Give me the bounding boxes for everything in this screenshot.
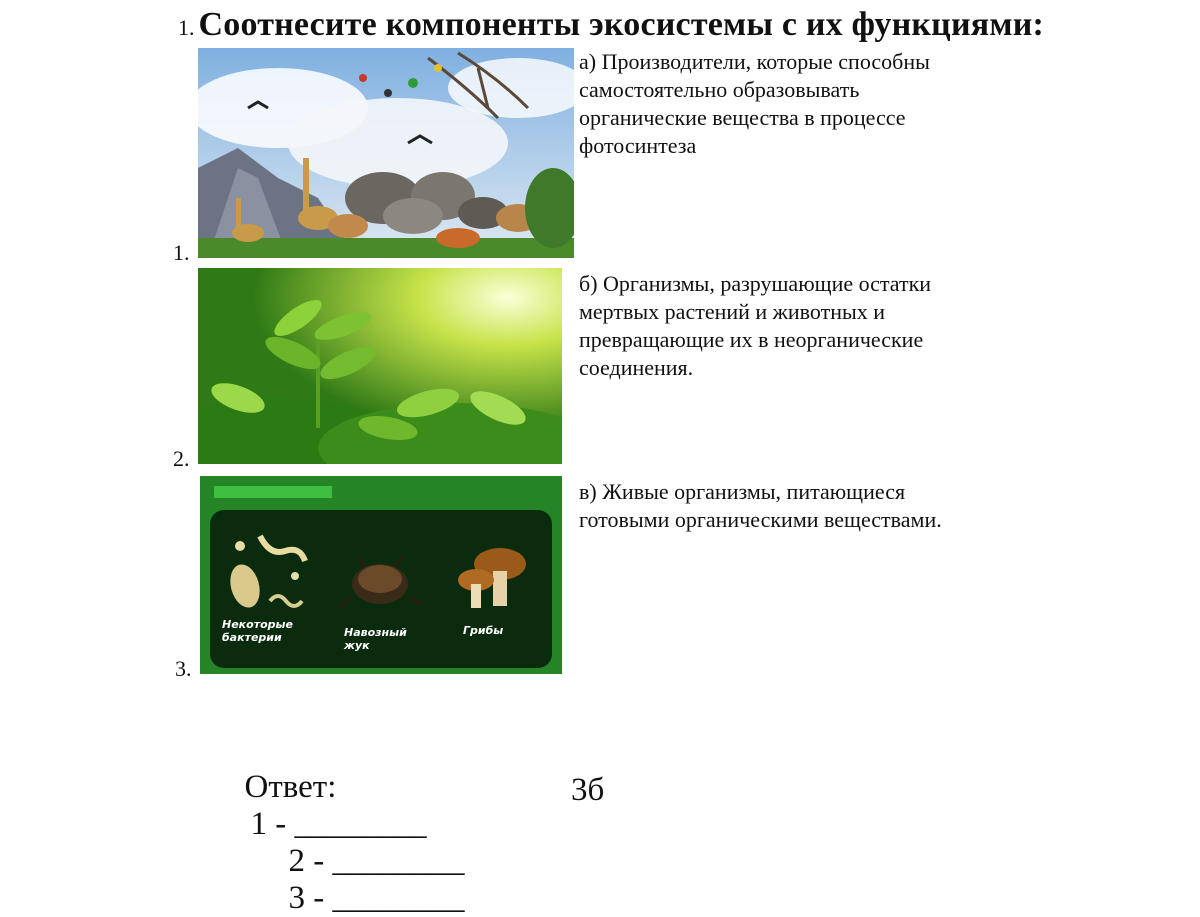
answer-slot-3[interactable]: 3 - ________ xyxy=(288,880,465,916)
description-line: в) Живые организмы, питающиеся xyxy=(579,479,906,504)
answer-label: Ответ: xyxy=(244,769,337,805)
answer-slot-1[interactable]: 1 - ________ xyxy=(250,806,427,842)
task-title xyxy=(178,6,1044,44)
description-line: самостоятельно образовывать xyxy=(579,77,860,102)
image-plants xyxy=(198,268,562,464)
caption-fungi: Грибы xyxy=(463,624,504,637)
task-heading: Соотнесите компоненты экосистемы с их функциями: xyxy=(198,6,1045,43)
description-line: а) Производители, которые способны xyxy=(579,49,930,74)
answer-line xyxy=(228,732,465,917)
description-line: органические вещества в процессе xyxy=(579,105,906,130)
description-line: мертвых растений и животных и xyxy=(579,299,886,324)
description-b xyxy=(579,270,999,382)
task-number: 1. xyxy=(178,15,195,40)
description-c xyxy=(579,478,999,534)
image-animals xyxy=(198,48,574,258)
description-line: готовыми органическими веществами. xyxy=(579,507,942,532)
description-a xyxy=(579,48,999,160)
figure-label-3: 3. xyxy=(175,656,192,681)
description-line: фотосинтеза xyxy=(579,133,697,158)
figure-label-1: 1. xyxy=(173,240,190,265)
figure-label-2: 2. xyxy=(173,446,190,471)
answer-slot-2[interactable]: 2 - ________ xyxy=(288,843,465,879)
description-line: б) Организмы, разрушающие остатки xyxy=(579,271,932,296)
description-line: соединения. xyxy=(579,355,694,380)
image-decomposers xyxy=(200,476,562,674)
score-label: 3б xyxy=(571,772,605,808)
caption-beetle: Навозный жук xyxy=(344,626,407,652)
caption-bacteria: Некоторые бактерии xyxy=(222,618,293,644)
description-line: превращающие их в неорганические xyxy=(579,327,924,352)
